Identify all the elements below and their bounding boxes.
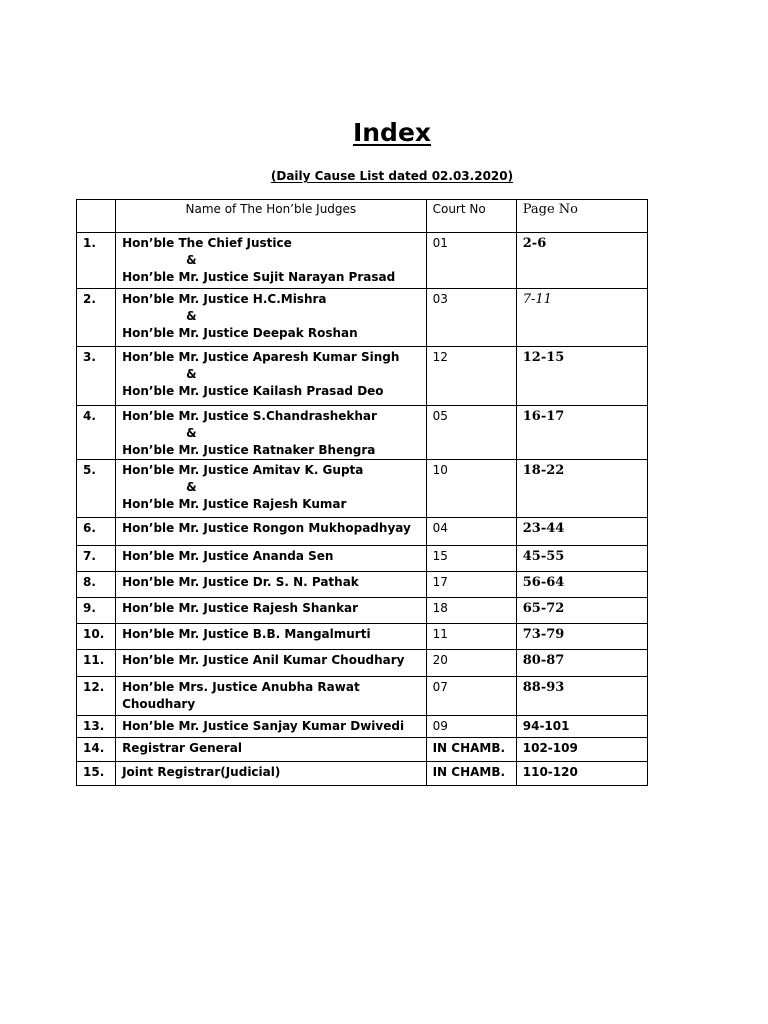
- header-judges-name: Name of The Hon’ble Judges: [116, 200, 427, 233]
- page-subtitle: (Daily Cause List dated 02.03.2020): [270, 169, 514, 183]
- row-page-no: 18-22: [516, 460, 647, 518]
- judge-name: Hon’ble Mr. Justice Anil Kumar Choudhary: [116, 650, 427, 677]
- row-sno: 3.: [77, 347, 116, 406]
- row-sno: 2.: [77, 289, 116, 347]
- row-court-no: 12: [426, 347, 516, 406]
- table-row: [77, 762, 648, 786]
- index-table: [76, 199, 648, 786]
- row-sno: 8.: [77, 572, 116, 598]
- table-row: [77, 518, 648, 546]
- judge-name: Hon’ble Mr. Justice S.Chandrashekhar: [122, 409, 377, 423]
- row-sno: 9.: [77, 598, 116, 624]
- table-row: [77, 677, 648, 716]
- row-court-no: 18: [426, 598, 516, 624]
- row-page-no: 23-44: [516, 518, 647, 546]
- row-page-no: 102-109: [516, 738, 647, 762]
- table-row: [77, 738, 648, 762]
- table-row: [77, 716, 648, 738]
- judge-name: Hon’ble The Chief Justice: [122, 236, 292, 250]
- row-judges: [116, 460, 427, 518]
- row-sno: 5.: [77, 460, 116, 518]
- judge-name: Hon’ble Mr. Justice Rongon Mukhopadhyay: [116, 518, 427, 546]
- table-row: [77, 598, 648, 624]
- table-row: [77, 624, 648, 650]
- row-court-no: 17: [426, 572, 516, 598]
- row-court-no: 10: [426, 460, 516, 518]
- table-row: [77, 233, 648, 289]
- judge-name: Hon’ble Mr. Justice Sujit Narayan Prasad: [122, 270, 396, 284]
- ampersand: &: [186, 367, 197, 381]
- row-court-no: 04: [426, 518, 516, 546]
- row-court-no: 15: [426, 546, 516, 572]
- header-court-no: Court No: [426, 200, 516, 233]
- row-court-no: 09: [426, 716, 516, 738]
- judge-name: Hon’ble Mr. Justice Amitav K. Gupta: [122, 463, 364, 477]
- row-sno: 12.: [77, 677, 116, 716]
- ampersand: &: [186, 426, 197, 440]
- row-court-no: 05: [426, 406, 516, 460]
- row-sno: 14.: [77, 738, 116, 762]
- judge-name: Registrar General: [116, 738, 427, 762]
- judge-name: Hon’ble Mr. Justice Kailash Prasad Deo: [122, 384, 384, 398]
- row-page-no: 16-17: [516, 406, 647, 460]
- row-page-no: 80-87: [516, 650, 647, 677]
- judge-name: Hon’ble Mr. Justice Ratnaker Bhengra: [122, 443, 376, 457]
- judge-name: Hon’ble Mr. Justice H.C.Mishra: [122, 292, 327, 306]
- row-page-no: 7-11: [516, 289, 647, 347]
- row-page-no: 12-15: [516, 347, 647, 406]
- judge-name: Hon’ble Mr. Justice B.B. Mangalmurti: [116, 624, 427, 650]
- page-title: Index: [352, 118, 432, 147]
- row-sno: 10.: [77, 624, 116, 650]
- judge-name: Hon’ble Mr. Justice Rajesh Kumar: [122, 497, 347, 511]
- row-page-no: 45-55: [516, 546, 647, 572]
- row-court-no: 01: [426, 233, 516, 289]
- judge-name: Hon’ble Mr. Justice Sanjay Kumar Dwivedi: [116, 716, 427, 738]
- judge-name: Hon’ble Mr. Justice Rajesh Shankar: [116, 598, 427, 624]
- row-judges: [116, 289, 427, 347]
- judge-name: Hon’ble Mrs. Justice Anubha Rawat Choudhary: [116, 677, 427, 716]
- judge-name: Joint Registrar(Judicial): [116, 762, 427, 786]
- row-page-no: 2-6: [516, 233, 647, 289]
- header-sno: [77, 200, 116, 233]
- row-court-no: 20: [426, 650, 516, 677]
- row-sno: 15.: [77, 762, 116, 786]
- row-page-no: 110-120: [516, 762, 647, 786]
- row-sno: 11.: [77, 650, 116, 677]
- row-sno: 1.: [77, 233, 116, 289]
- ampersand: &: [186, 253, 197, 267]
- ampersand: &: [186, 309, 197, 323]
- row-sno: 13.: [77, 716, 116, 738]
- judge-name: Hon’ble Mr. Justice Deepak Roshan: [122, 326, 358, 340]
- row-page-no: 94-101: [516, 716, 647, 738]
- table-row: [77, 347, 648, 406]
- row-sno: 4.: [77, 406, 116, 460]
- table-row: [77, 406, 648, 460]
- table-header-row: [77, 200, 648, 233]
- row-court-no: 07: [426, 677, 516, 716]
- judge-name: Hon’ble Mr. Justice Dr. S. N. Pathak: [116, 572, 427, 598]
- judge-name: Hon’ble Mr. Justice Aparesh Kumar Singh: [122, 350, 400, 364]
- row-court-no: IN CHAMB.: [426, 762, 516, 786]
- header-page-no: Page No: [516, 200, 647, 233]
- row-page-no: 56-64: [516, 572, 647, 598]
- table-row: [77, 546, 648, 572]
- row-sno: 7.: [77, 546, 116, 572]
- row-page-no: 65-72: [516, 598, 647, 624]
- judge-name: Hon’ble Mr. Justice Ananda Sen: [116, 546, 427, 572]
- table-row: [77, 460, 648, 518]
- row-judges: [116, 347, 427, 406]
- row-page-no: 73-79: [516, 624, 647, 650]
- row-judges: [116, 406, 427, 460]
- table-row: [77, 289, 648, 347]
- row-court-no: 11: [426, 624, 516, 650]
- row-page-no: 88-93: [516, 677, 647, 716]
- table-row: [77, 572, 648, 598]
- table-row: [77, 650, 648, 677]
- row-court-no: IN CHAMB.: [426, 738, 516, 762]
- row-court-no: 03: [426, 289, 516, 347]
- row-sno: 6.: [77, 518, 116, 546]
- row-judges: [116, 233, 427, 289]
- ampersand: &: [186, 480, 197, 494]
